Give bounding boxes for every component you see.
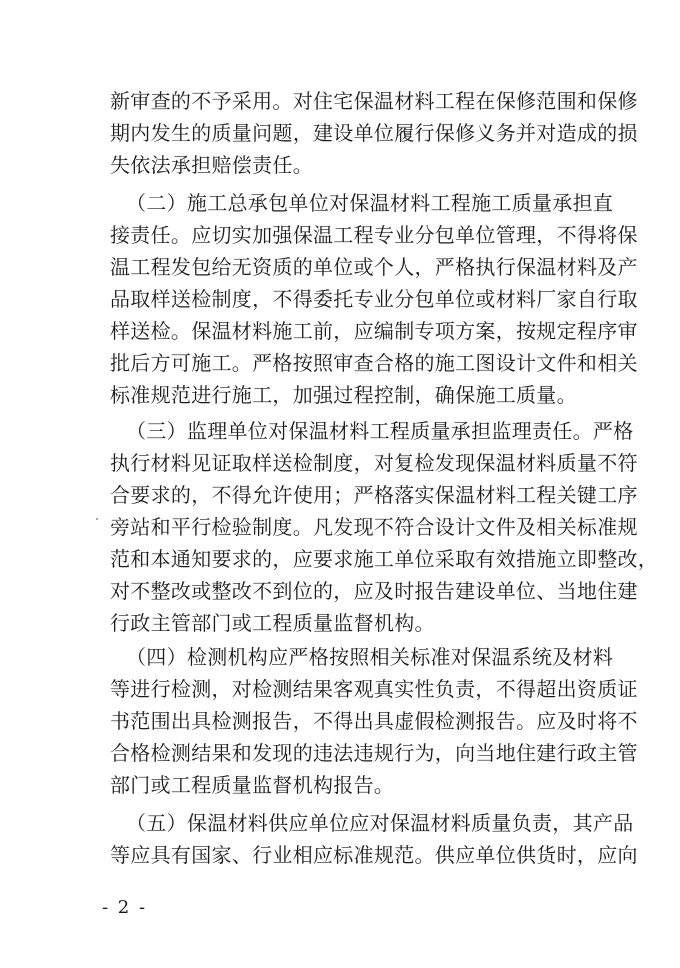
text-line: 旁站和平行检验制度。凡发现不符合设计文件及相关标准规 xyxy=(110,515,638,539)
paragraph-start-line: （四）检测机构应严格按照相关标准对保温系统及材料 xyxy=(126,645,614,669)
text-line: 接责任。应切实加强保温工程专业分包单位管理，不得将保 xyxy=(110,223,638,247)
text-line: 合格检测结果和发现的违法违规行为，向当地住建行政主管 xyxy=(110,741,638,765)
paragraph-start-line: （三）监理单位对保温材料工程质量承担监理责任。严格 xyxy=(126,419,634,443)
paragraph-start-line: （五）保温材料供应单位应对保温材料质量负责，其产品 xyxy=(126,811,634,835)
text-line: 合要求的，不得允许使用；严格落实保温材料工程关键工序 xyxy=(110,483,638,507)
text-line: 等进行检测，对检测结果客观真实性负责，不得超出资质证 xyxy=(110,677,638,701)
page-number: - 2 - xyxy=(102,897,148,918)
text-line: 品取样送检制度，不得委托专业分包单位或材料厂家自行取 xyxy=(110,287,638,311)
text-line: 书范围出具检测报告，不得出具虚假检测报告。应及时将不 xyxy=(110,709,638,733)
text-line: 期内发生的质量问题，建设单位履行保修义务并对造成的损 xyxy=(110,121,638,145)
text-line: 批后方可施工。严格按照审查合格的施工图设计文件和相关 xyxy=(110,351,638,375)
text-line: 等应具有国家、行业相应标准规范。供应单位供货时，应向 xyxy=(110,843,638,867)
scan-speck xyxy=(96,518,98,520)
text-line: 新审查的不予采用。对住宅保温材料工程在保修范围和保修 xyxy=(110,89,638,113)
paragraph-start-line: （二）施工总承包单位对保温材料工程施工质量承担直 xyxy=(126,191,614,215)
text-line: 行政主管部门或工程质量监督机构。 xyxy=(110,611,435,635)
text-line: 部门或工程质量监督机构报告。 xyxy=(110,773,395,797)
text-line: 温工程发包给无资质的单位或个人，严格执行保温材料及产 xyxy=(110,255,638,279)
text-line: 标准规范进行施工，加强过程控制，确保施工质量。 xyxy=(110,383,577,407)
text-line: 失依法承担赔偿责任。 xyxy=(110,153,313,177)
text-line: 样送检。保温材料施工前，应编制专项方案，按规定程序审 xyxy=(110,319,638,343)
text-line: 范和本通知要求的，应要求施工单位采取有效措施立即整改， xyxy=(110,547,659,571)
text-line: 对不整改或整改不到位的，应及时报告建设单位、当地住建 xyxy=(110,579,638,603)
text-line: 执行材料见证取样送检制度，对复检发现保温材料质量不符 xyxy=(110,451,638,475)
